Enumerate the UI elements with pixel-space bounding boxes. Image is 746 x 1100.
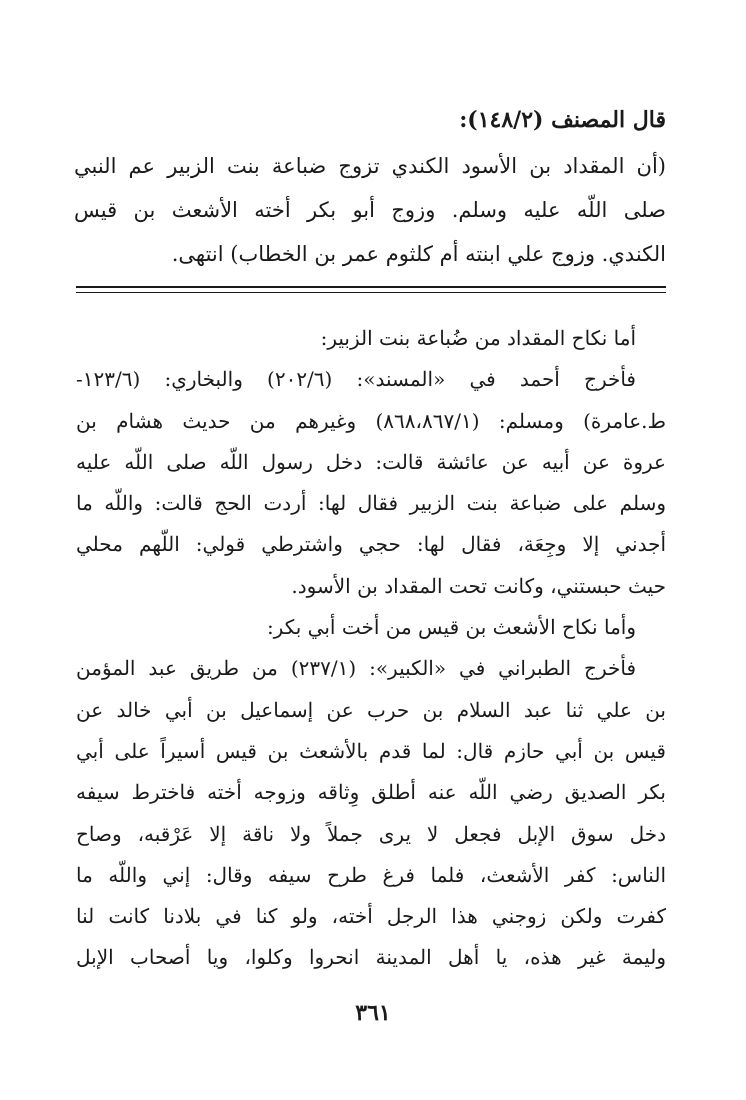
body-line: دخل سوق الإبل فجعل لا يرى جملاً ولا ناقة إلا عَرْقبه، وصاح xyxy=(76,821,666,846)
body-line: أما نكاح المقداد من ضُباعة بنت الزبير: xyxy=(320,326,636,350)
divider-thick xyxy=(76,286,666,288)
quote-line: (أن المقداد بن الأسود الكندي تزوج ضباعة بنت الزبير عم النبي xyxy=(74,154,666,178)
divider-thin xyxy=(76,292,666,293)
quote-line: الكندي. وزوج علي ابنته أم كلثوم عمر بن الخطاب) انتهى. xyxy=(171,242,666,266)
body-line: ط.عامرة) ومسلم: (٨٦٨،٨٦٧/١) وغيرهم من حديث هشام بن xyxy=(76,408,666,433)
section-heading: قال المصنف (١٤٨/٢): xyxy=(459,107,666,133)
body-line: بن علي ثنا عبد السلام بن حرب عن إسماعيل بن أبي خالد عن xyxy=(76,697,666,722)
body-line: وسلم على ضباعة بنت الزبير فقال لها: أردت الحج قالت: واللّه ما xyxy=(76,491,666,516)
body-line: فأخرج أحمد في «المسند»: (٢٠٢/٦) والبخاري: (١٢٣/٦- xyxy=(76,367,636,392)
body-line: عروة عن أبيه عن عائشة قالت: دخل رسول اللّه صلى اللّه عليه xyxy=(76,449,666,474)
body-line: قيس بن أبي حازم قال: لما قدم بالأشعث بن قيس أسيراً على أبي xyxy=(76,738,666,763)
quoted-text-block xyxy=(74,144,666,276)
page-number: ٣٦١ xyxy=(355,1000,391,1026)
quote-line: صلى اللّه عليه وسلم. وزوج أبو بكر أخته الأشعث بن قيس xyxy=(74,198,666,222)
body-line: حيث حبستني، وكانت تحت المقداد بن الأسود. xyxy=(291,573,666,598)
body-line: وأما نكاح الأشعث بن قيس من أخت أبي بكر: xyxy=(266,615,636,640)
body-line: أجدني إلا وجِعَة، فقال لها: حجي واشترطي قولي: اللّهم محلي xyxy=(76,532,666,557)
body-line: كفرت ولكن زوجني هذا الرجل أخته، ولو كنا في بلادنا كانت لنا xyxy=(76,904,666,929)
body-line: الناس: كفر الأشعث، فلما فرغ طرح سيفه وقال: إني واللّه ما xyxy=(76,862,666,887)
commentary-text-block xyxy=(76,318,666,979)
body-line: وليمة غير هذه، يا أهل المدينة انحروا وكلوا، ويا أصحاب الإبل xyxy=(76,945,666,970)
body-line: فأخرج الطبراني في «الكبير»: (٢٣٧/١) من طريق عبد المؤمن xyxy=(76,656,636,681)
body-line: بكر الصديق رضي اللّه عنه أطلق وِثاقه وزوجه أخته فاخترط سيفه xyxy=(76,780,666,805)
